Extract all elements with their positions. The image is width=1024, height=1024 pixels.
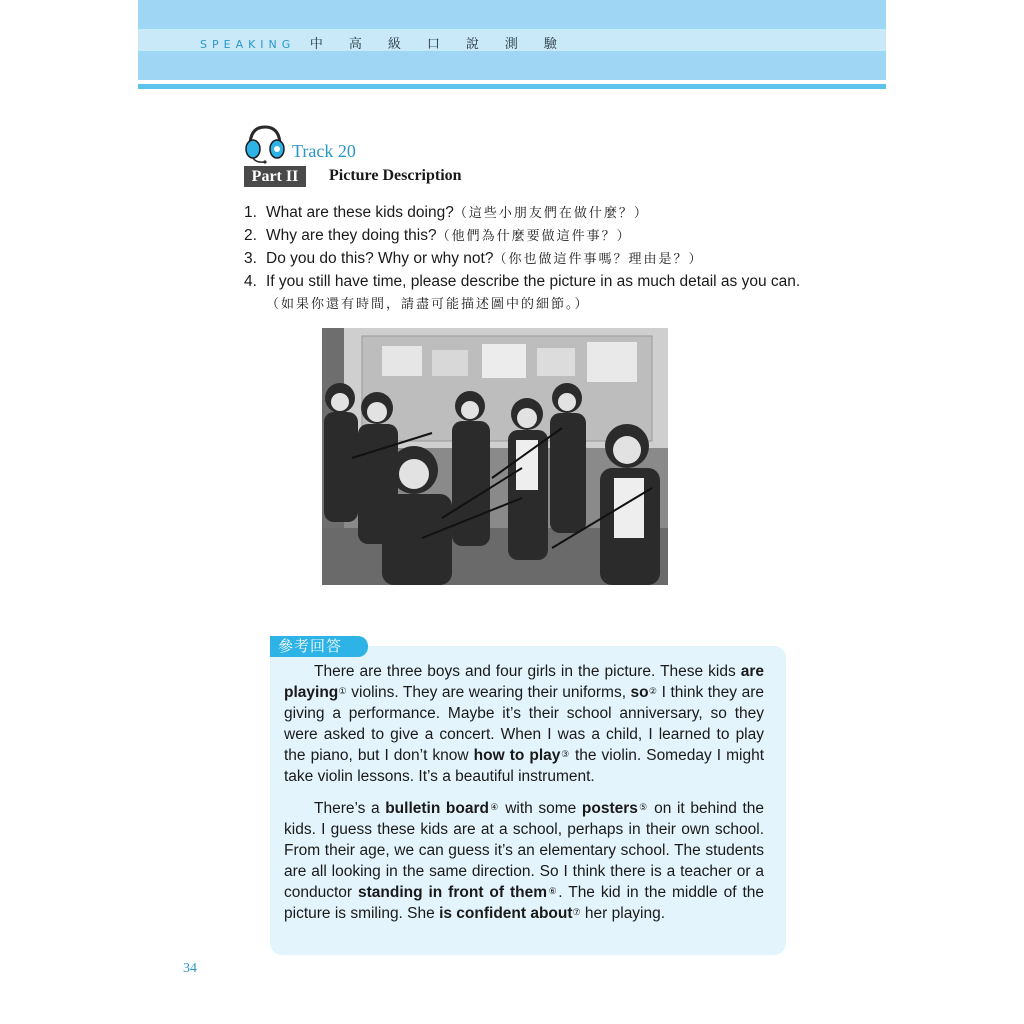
question-item: [244, 202, 804, 225]
footnote-marker: ①: [338, 686, 347, 696]
question-item: [244, 225, 804, 248]
answer-text-segment: her playing.: [580, 905, 666, 922]
part-title: Picture Description: [329, 167, 462, 184]
page-number: 34: [183, 961, 197, 976]
question-chinese: （他們為什麼要做這件事？）: [436, 229, 632, 244]
footnote-marker: ②: [648, 686, 658, 696]
question-chinese: （如果你還有時間，請盡可能描述圖中的細節。）: [266, 297, 590, 312]
series-label: SPEAKING: [200, 38, 296, 51]
question-english: If you still have time, please describe the picture in as much detail as you can.: [266, 273, 801, 290]
question-item: [244, 248, 804, 271]
answer-keyword: standing in front of them: [358, 884, 547, 901]
part-badge: Part II: [244, 166, 306, 187]
answer-keyword: so: [630, 684, 649, 701]
answer-keyword: posters: [581, 800, 638, 817]
photo-illustration: [322, 328, 668, 585]
headphones-icon: [244, 122, 286, 164]
footnote-marker: ⑤: [637, 802, 649, 812]
reference-answer-text: [284, 661, 764, 935]
answer-text-segment: on it behind the kids. I guess these kids are at a school, perhaps in their own school. From their age, we can guess it’s an elementary school. The students are all looking in the same direction. So I think there is a teacher or a conductor: [284, 800, 765, 901]
question-number: 4.: [244, 273, 257, 290]
question-item: [244, 271, 804, 316]
track-label: Track 20: [292, 141, 356, 161]
question-chinese: （這些小朋友們在做什麼？）: [453, 206, 649, 221]
answer-keyword: how to play: [473, 747, 561, 764]
answer-paragraph-2: [284, 798, 764, 924]
footnote-marker: ④: [488, 802, 500, 812]
photo-kids-playing-violin: [322, 328, 668, 585]
question-number: 1.: [244, 204, 257, 221]
answer-keyword: are playing: [284, 663, 764, 701]
answer-paragraph-1: [284, 661, 764, 787]
answer-text-segment: . The kid in the middle of the picture is smiling. She: [284, 884, 764, 922]
answer-text-segment: There’s a: [314, 800, 386, 817]
answer-text-segment: with some: [499, 800, 582, 817]
question-number: 3.: [244, 250, 257, 267]
book-title: 中高級口說測驗: [309, 37, 583, 52]
question-number: 2.: [244, 227, 257, 244]
answer-text-segment: violins. They are wearing their uniforms,: [346, 684, 631, 701]
reference-answer-tab: 參考回答: [270, 636, 368, 657]
answer-text-segment: the violin. Someday I might take violin lessons. It’s a beautiful instrument.: [284, 747, 764, 785]
answer-keyword: bulletin board: [385, 800, 489, 817]
question-chinese: （你也做這件事嗎？理由是？）: [493, 252, 704, 267]
question-list: [244, 202, 804, 316]
answer-text-segment: I think they are giving a performance. Maybe it’s their school anniversary, so they were asked to give a concert. When I was a child, I learned to play the piano, but I don’t know: [284, 684, 764, 764]
question-english: What are these kids doing?: [266, 204, 454, 221]
answer-keyword: is confident about: [439, 905, 573, 922]
answer-text-segment: There are three boys and four girls in the picture. These kids: [314, 663, 741, 680]
question-english: Why are they doing this?: [266, 227, 437, 244]
footnote-marker: ③: [560, 749, 570, 759]
header-rule: [138, 84, 886, 89]
running-header: [200, 33, 583, 52]
footnote-marker: ⑦: [572, 907, 581, 917]
footnote-marker: ⑥: [546, 886, 559, 896]
question-english: Do you do this? Why or why not?: [266, 250, 494, 267]
